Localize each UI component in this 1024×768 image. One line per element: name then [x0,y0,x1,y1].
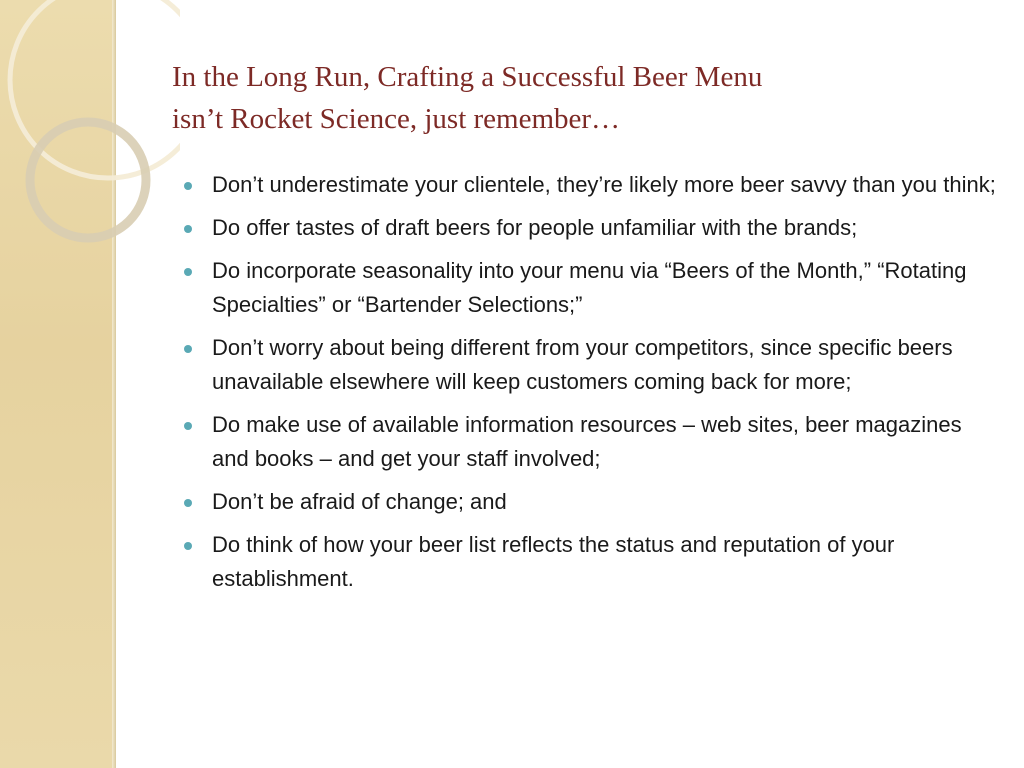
bullet-dot-icon [184,499,192,507]
bullet-text: Don’t worry about being different from your competitors, since specific beers unavailable elsewhere will keep customers coming back for more; [212,335,953,394]
bullet-item [180,211,998,245]
bullet-item [180,168,998,202]
bullet-item [180,485,998,519]
bullet-item [180,528,998,596]
bullet-text: Do incorporate seasonality into your menu via “Beers of the Month,” “Rotating Specialties” or “Bartender Selections;” [212,258,967,317]
bullet-dot-icon [184,345,192,353]
bullet-item [180,408,998,476]
bullet-dot-icon [184,182,192,190]
bullet-text: Don’t be afraid of change; and [212,489,507,514]
bullet-text: Do think of how your beer list reflects the status and reputation of your establishment. [212,532,895,591]
bullet-item [180,331,998,399]
bullet-dot-icon [184,542,192,550]
bullet-dot-icon [184,268,192,276]
decorative-circle-small [30,122,146,238]
bullet-item [180,254,998,322]
bullet-text: Do make use of available information resources – web sites, beer magazines and books – and get your staff involved; [212,412,962,471]
bullet-text: Don’t underestimate your clientele, they’re likely more beer savvy than you think; [212,172,996,197]
slide-title-line-1: In the Long Run, Crafting a Successful Beer Menu [172,61,763,93]
bullet-list [180,168,998,605]
decorative-circles [0,0,180,260]
bullet-dot-icon [184,422,192,430]
slide-title [172,56,972,140]
slide-title-line-2: isn’t Rocket Science, just remember… [172,103,621,135]
bullet-dot-icon [184,225,192,233]
bullet-text: Do offer tastes of draft beers for people unfamiliar with the brands; [212,215,858,240]
